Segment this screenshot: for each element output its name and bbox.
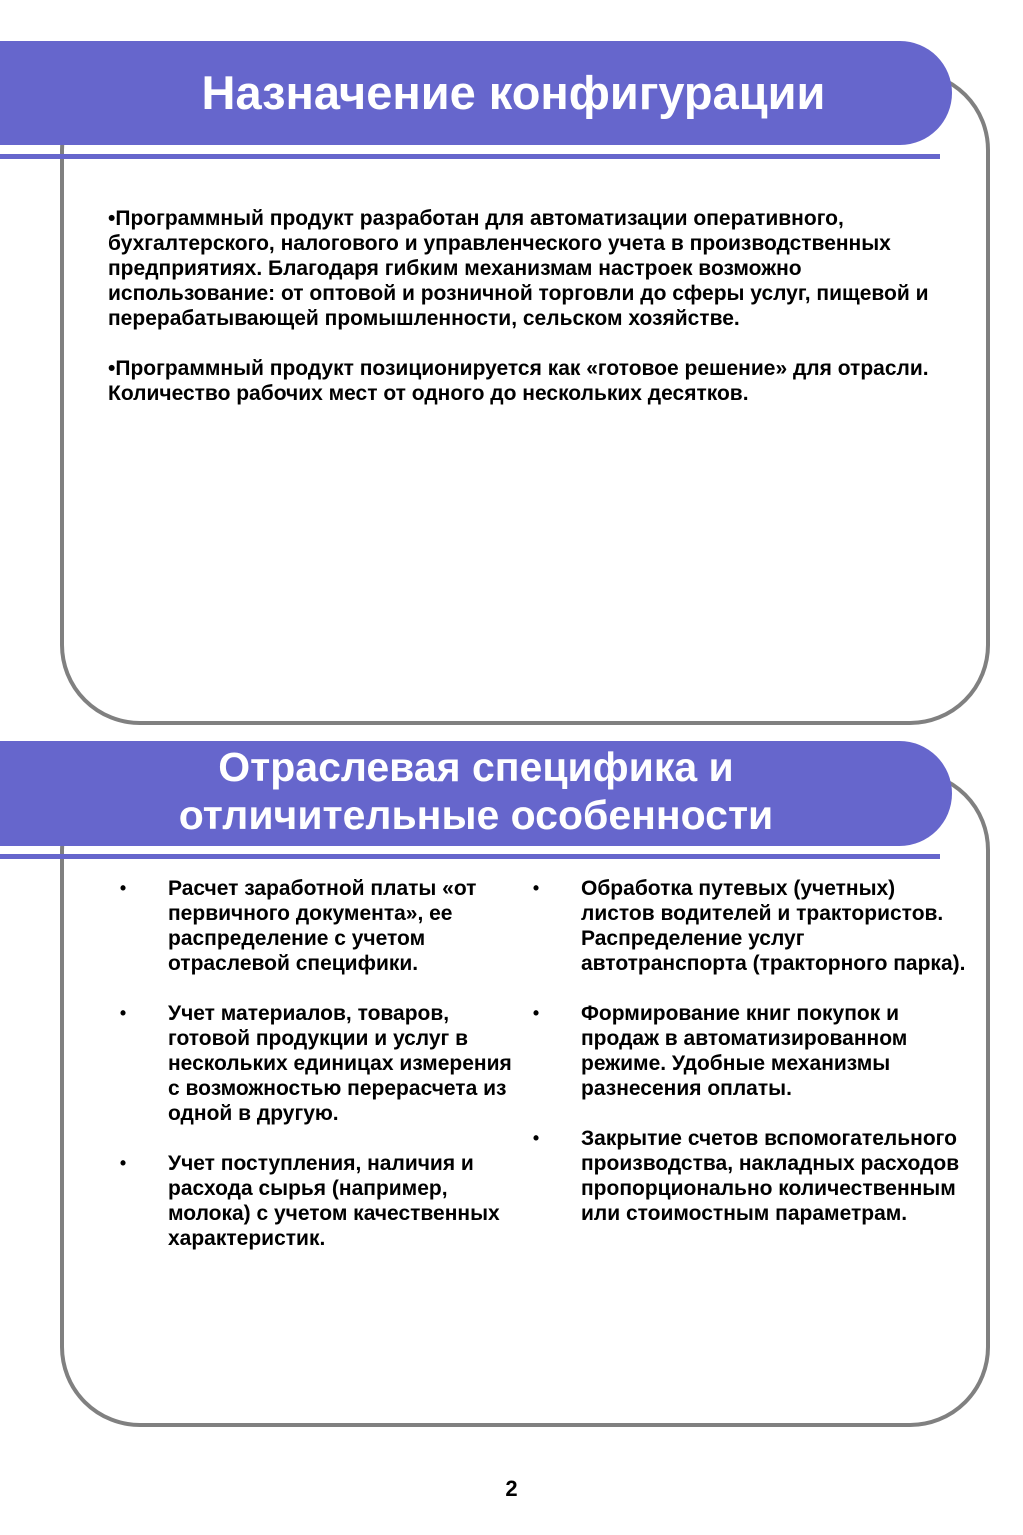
list-item (113, 1001, 513, 1126)
bullet-icon: • (532, 1128, 540, 1148)
paragraph: •Программный продукт разработан для автоматизации оперативного, бухгалтерского, налогового и управленческого учета в производственных предприятиях. Благодаря гибким механизмам настроек возможно использование: от оптовой и розничной торговли до сферы услуг, пищевой и перерабатывающей промышленности, сельском хозяйстве. (108, 207, 929, 330)
title-underline (0, 854, 940, 859)
features-list-right (526, 876, 966, 1251)
list-item (113, 1151, 513, 1251)
bullet-icon: • (119, 1153, 127, 1173)
list-item-text: Обработка путевых (учетных) листов водителей и трактористов. Распределение услуг автотранспорта (тракторного парка). (581, 877, 966, 975)
paragraph: •Программный продукт позиционируется как «готовое решение» для отрасли. Количество рабочих мест от одного до нескольких десятков. (108, 357, 929, 405)
list-item-text: Учет материалов, товаров, готовой продукции и услуг в нескольких единицах измерения с возможностью перерасчета из одной в другую. (168, 1002, 512, 1125)
bullet-icon: • (119, 1003, 127, 1023)
list-item (113, 876, 513, 976)
purpose-text (108, 206, 938, 431)
bullet-icon: • (532, 1003, 540, 1023)
section-title-purpose: Назначение конфигурации (0, 41, 952, 145)
section-title-features (0, 741, 952, 846)
list-item (526, 1001, 966, 1101)
list-item (526, 876, 966, 976)
list-item-text: Учет поступления, наличия и расхода сырья (например, молока) с учетом качественных характеристик. (168, 1152, 500, 1250)
list-item-text: Закрытие счетов вспомогательного производства, накладных расходов пропорционально количественным или стоимостным параметрам. (581, 1127, 960, 1225)
section-title-line: Отраслевая специфика и (218, 744, 734, 790)
section-title-line: отличительные особенности (178, 792, 774, 838)
list-item-text: Расчет заработной платы «от первичного документа», ее распределение с учетом отраслевой специфики. (168, 877, 477, 975)
title-underline (0, 154, 940, 159)
page-number: 2 (505, 1476, 518, 1501)
bullet-icon: • (119, 878, 127, 898)
list-item-text: Формирование книг покупок и продаж в автоматизированном режиме. Удобные механизмы разнесения оплаты. (581, 1002, 908, 1100)
features-list-left (113, 876, 513, 1276)
list-item (526, 1126, 966, 1226)
bullet-icon: • (532, 878, 540, 898)
